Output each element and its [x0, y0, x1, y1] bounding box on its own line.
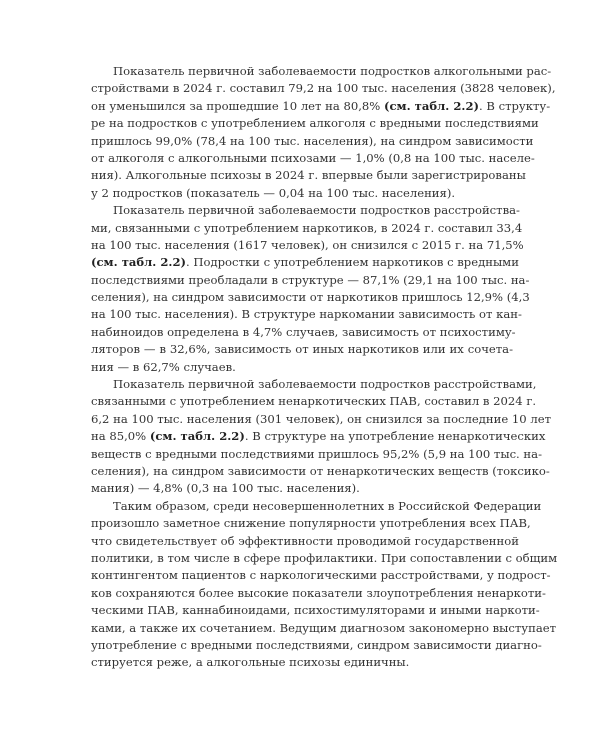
text-line	[91, 220, 523, 237]
text-line	[91, 341, 513, 358]
text-line	[91, 167, 526, 184]
text-segment: на 85,0%	[91, 429, 150, 444]
text-segment: селения), на синдром зависимости от ненаркотических веществ (токсико-	[91, 463, 550, 478]
text-segment: мания) — 4,8% (0,3 на 100 тыс. населения).	[91, 481, 360, 496]
text-segment: Таким образом, среди несовершеннолетних в Российской Федерации	[113, 498, 542, 513]
text-segment: Показатель первичной заболеваемости подростков алкогольными рас-	[113, 64, 552, 78]
text-line	[91, 63, 552, 80]
text-segment: . Подростки с употреблением наркотиков с вредными	[186, 255, 519, 270]
text-segment: на 100 тыс. населения). В структуре наркомании зависимость от кан-	[91, 307, 522, 322]
text-line	[91, 602, 540, 619]
text-line	[91, 480, 513, 497]
text-line	[91, 237, 524, 254]
text-segment: . В структуре на употребление ненаркотических	[244, 429, 546, 444]
table-reference: (см. табл. 2.2)	[383, 98, 480, 113]
text-line	[91, 654, 513, 671]
text-body	[91, 63, 558, 672]
text-segment: Показатель первичной заболеваемости подростков расстройства-	[113, 203, 520, 218]
text-line	[91, 359, 513, 376]
text-line	[91, 411, 551, 428]
text-line	[91, 115, 539, 132]
text-line	[91, 533, 519, 550]
text-segment: ния — в 62,7% случаев.	[91, 359, 236, 374]
text-line	[91, 324, 516, 341]
text-segment: набиноидов определена в 4,7% случаев, зависимость от психостиму-	[91, 324, 516, 339]
paragraph	[91, 376, 551, 498]
text-segment: политики, в том числе в сфере профилактики. При сопоставлении с общим	[91, 550, 558, 565]
text-line	[91, 98, 551, 115]
text-line	[91, 133, 534, 150]
text-line	[91, 306, 522, 323]
text-line	[91, 550, 558, 567]
text-segment: пришлось 99,0% (78,4 на 100 тыс. населения), на синдром зависимости	[91, 133, 534, 148]
table-reference: (см. табл. 2.2)	[149, 429, 245, 444]
text-segment: веществ с вредными последствиями пришлось 95,2% (5,9 на 100 тыс. на-	[91, 446, 542, 461]
text-line	[91, 463, 550, 480]
text-segment: стройствами в 2024 г. составил 79,2 на 100 тыс. населения (3828 человек),	[91, 81, 556, 96]
text-segment: у 2 подростков (показатель — 0,04 на 100 тыс. населения).	[91, 185, 456, 200]
text-segment: Показатель первичной заболеваемости подростков расстройствами,	[113, 377, 537, 392]
paragraph	[91, 63, 556, 202]
text-line	[91, 498, 542, 515]
text-segment: ляторов — в 32,6%, зависимость от иных наркотиков или их сочета-	[91, 342, 513, 357]
text-line	[91, 80, 556, 97]
text-segment: . В структу-	[479, 98, 551, 113]
text-line	[91, 202, 520, 219]
text-line	[91, 446, 542, 463]
text-line	[91, 637, 542, 654]
text-segment: контингентом пациентов с наркологическими расстройствами, у подрост-	[91, 568, 551, 583]
paragraph	[91, 498, 558, 672]
text-line	[91, 272, 530, 289]
text-segment: от алкоголя с алкогольными психозами — 1,0% (0,8 на 100 тыс. населе-	[91, 150, 535, 165]
text-line	[91, 567, 551, 584]
text-segment: ния). Алкогольные психозы в 2024 г. впервые были зарегистрированы	[91, 168, 526, 183]
text-segment: стируется реже, а алкогольные психозы единичны.	[91, 655, 410, 670]
text-segment: ков сохраняются более высокие показатели злоупотребления ненаркоти-	[91, 585, 546, 600]
text-segment: ре на подростков с употреблением алкоголя с вредными последствиями	[91, 116, 539, 131]
text-segment: ми, связанными с употреблением наркотиков, в 2024 г. составил 33,4	[91, 220, 523, 235]
text-line	[91, 185, 513, 202]
text-line	[91, 289, 530, 306]
text-segment: что свидетельствует об эффективности проводимой государственной	[91, 533, 519, 548]
text-segment: ками, а также их сочетанием. Ведущим диагнозом закономерно выступает	[91, 620, 557, 635]
text-segment: селения), на синдром зависимости от наркотиков пришлось 12,9% (4,3	[91, 290, 530, 305]
text-line	[91, 254, 519, 271]
text-line	[91, 376, 537, 393]
text-segment: связанными с употреблением ненаркотических ПАВ, составил в 2024 г.	[91, 394, 537, 409]
paragraph	[91, 202, 530, 376]
table-reference: (см. табл. 2.2)	[91, 255, 187, 270]
text-segment: 6,2 на 100 тыс. населения (301 человек), он снизился за последние 10 лет	[91, 411, 551, 426]
text-line	[91, 620, 557, 637]
text-segment: ческими ПАВ, каннабиноидами, психостимуляторами и иными наркоти-	[91, 603, 540, 618]
text-segment: произошло заметное снижение популярности употребления всех ПАВ,	[91, 516, 531, 531]
text-segment: употребление с вредными последствиями, синдром зависимости диагно-	[91, 637, 542, 652]
text-line	[91, 393, 537, 410]
text-line	[91, 428, 546, 445]
text-segment: он уменьшился за прошедшие 10 лет на 80,8%	[91, 98, 384, 113]
text-line	[91, 515, 531, 532]
text-segment: на 100 тыс. населения (1617 человек), он снизился с 2015 г. на 71,5%	[91, 237, 524, 252]
text-line	[91, 585, 546, 602]
text-line	[91, 150, 535, 167]
text-segment: последствиями преобладали в структуре — 87,1% (29,1 на 100 тыс. на-	[91, 272, 530, 287]
